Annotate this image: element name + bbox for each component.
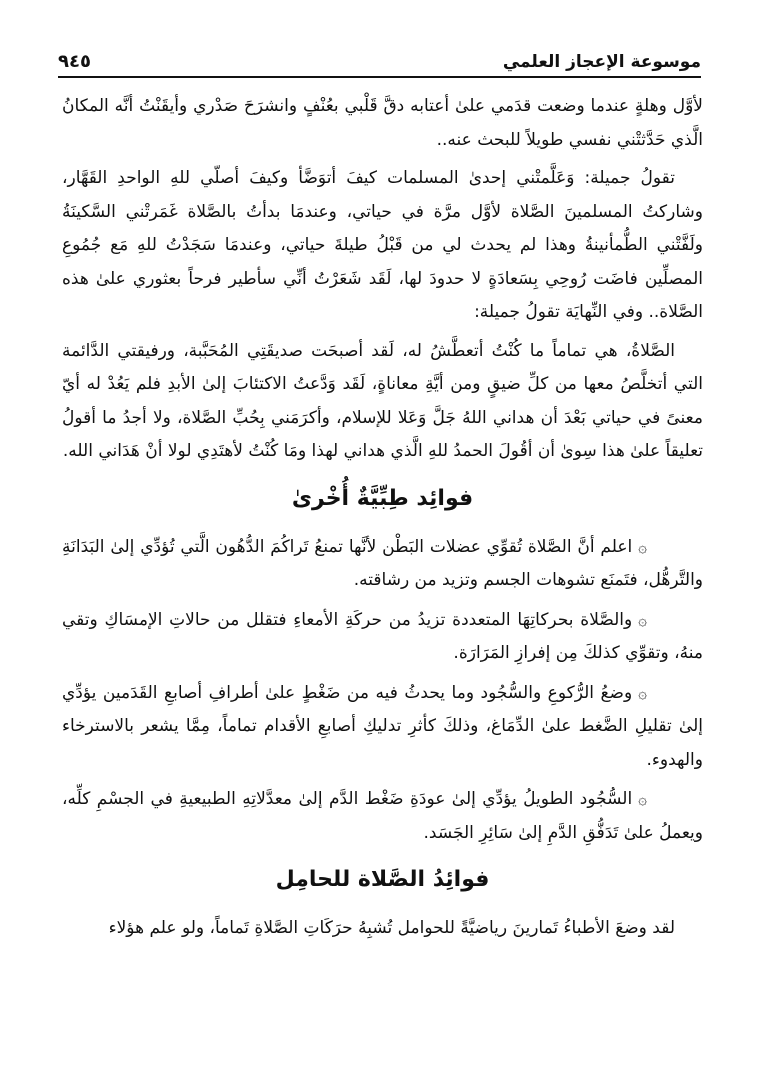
page-body	[62, 90, 703, 946]
page-number: ٩٤٥	[58, 51, 91, 72]
bullet-text: السُّجُود الطويلُ يؤدِّي إلىٰ عودَةِ ضَغْط الدَّم إلىٰ معدَّلاتِهِ الطبيعيةِ في الجسْمِ كلِّه، ويعملُ علىٰ تَدَفُّقِ الدَّمِ إلىٰ سَائِرِ الجَسَد.	[62, 789, 703, 843]
bullet-ornament-icon: ۞	[638, 683, 647, 702]
bullet-item	[62, 604, 703, 671]
bullet-item	[62, 677, 703, 778]
bullet-item	[62, 531, 703, 598]
section-heading-other-medical-benefits: فوائِد طِبِّيَّةٌ أُخْرىٰ	[291, 485, 474, 511]
book-title: موسوعة الإعجاز العلمي	[502, 52, 701, 72]
section-heading-prayer-benefits-pregnant: فوائِدُ الصَّلاة للحامِل	[275, 867, 490, 892]
bullet-item	[62, 783, 703, 850]
bullet-ornament-icon: ۞	[638, 790, 647, 808]
bullet-ornament-icon: ۞	[638, 610, 647, 629]
page-header	[58, 42, 701, 78]
bullet-text: وضعُ الرُّكوعِ والسُّجُود وما يحدثُ فيه من ضَغْطٍ علىٰ أطرافِ أصابعِ القَدَمين يؤدِّي إلىٰ تقليلِ الضَّغط علىٰ الدِّمَاغ، وذلكَ كأثرِ تدليكِ أصابعِ الأقدام تماماً، مِمَّا يشعر بالاسترخاء والهدوء.	[62, 682, 703, 770]
bullet-text: اعلم أنَّ الصَّلاة تُقوِّي عضلات البَطْن لأنَّها تمنعُ تَراكُمَ الدُّهُون الَّتي تُؤدِّي إلىٰ البَدَانَةِ والتَّرهُّل، فتَمنَع تشوهات الجسم وتزيد من رشاقته.	[62, 536, 703, 590]
paragraph-3-quote: الصَّلاةُ، هي تماماً ما كُنْتُ أتعطَّشُ له، لَقد أصبحَت صديقَتِي المُحَبَّبة، ورفيقتي الدَّائمة التي أتخلَّصُ معها من كلِّ ضيقٍ ومن أيَّةِ معاناةٍ، لَقَد وَدَّعتُ الاكتئابَ إلىٰ الأبدِ فلم يَعُدْ له أيّ معنىً في حياتي بَعْدَ أن هداني اللهُ جَلَّ وَعَلا للإسلام، وأكرَمَني بِحُبِّ الصَّلاة، ولا أجدُ ما أقولُ تعليقاً علىٰ هذا سِوىٰ أن أقُولَ الحمدُ للهِ الَّذي هداني لهذا ومَا كُنْتُ لأهتَدِي لولا أنْ هَدَاني الله.	[62, 340, 703, 461]
paragraph-1: لأوَّل وهلةٍ عندما وضعت قدَمي علىٰ أعتابه دقَّ قَلْبي بعُنْفٍ وانشرَحَ صَدْري وأيقَنْتُ أنَّه المكانُ الَّذي حَدَّثتْني نفسي طويلاً للبحث عنه..	[62, 96, 703, 150]
bullet-text: والصَّلاة بحركاتِهَا المتعددة تزيدُ من حركَةِ الأمعاءِ فتقلل من حالاتِ الإمسَاكِ وتقي منهُ، وتقوِّي كذلكَ مِن إفرازِ المَرَارَة.	[62, 609, 703, 663]
bullet-ornament-icon: ۞	[638, 537, 647, 556]
paragraph-pregnancy: لقد وضعَ الأطباءُ تَمارينَ رياضيَّةً للحوامل تُشبِهُ حرَكَاتِ الصَّلاةِ تَماماً، ولو علم هؤلاء	[108, 918, 675, 938]
paragraph-2: تقولُ جميلة: وَعَلَّمتْني إحدىٰ المسلمات كيفَ أتوَضَّأ وكيفَ أصلّي للهِ الواحدِ القَهَّار، وشاركتُ المسلمينَ الصَّلاة لأوَّل مرَّة في حياتي، وعندمَا بدأتُ بالصَّلاة غَمَرتْني السَّكينَةُ ولَفَّتْني الطُّمأنينةُ وهذا لم يحدث لي من قَبْلُ طيلةَ حياتي، وعندمَا سَجَدْتُ للهِ مَع جُمُوعِ المصلِّين فاضَت رُوحِي بِسَعادَةٍ لا حدودَ لها، لَقَد شَعَرْتُ أنِّي سأطير فرحاً بعثوري علىٰ هذه الصَّلاة.. وفي النِّهايَة تقولُ جميلة:	[62, 168, 703, 322]
